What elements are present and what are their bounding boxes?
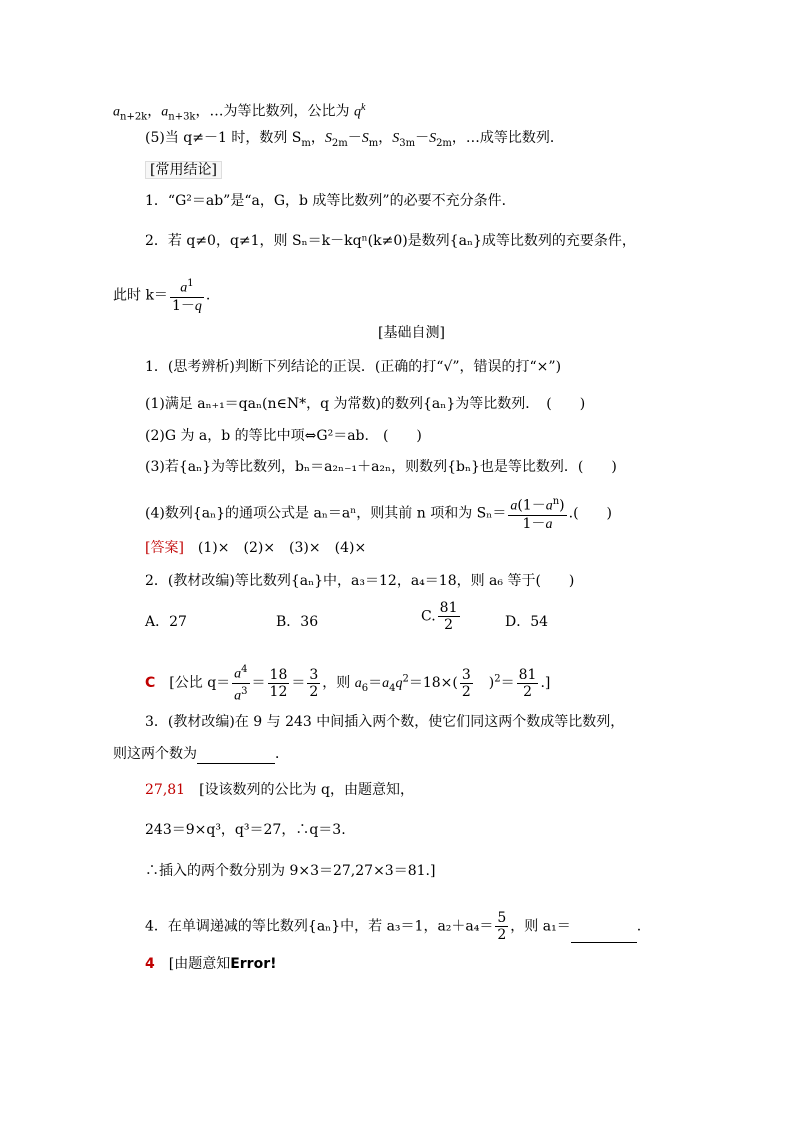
answer-tag: [答案] — [145, 540, 184, 556]
conclusion-2: 2．若 q≠0，q≠1，则 Sₙ＝k－kqⁿ(k≠0)是数列{aₙ}成等比数列的充要条件， — [145, 233, 636, 249]
conclusion-1: 1．“G²＝ab”是“a，G，b 成等比数列”的必要不充分条件． — [145, 193, 516, 209]
answer-4: 4 [由题意知Error! — [145, 956, 277, 972]
conclusion-2-k: 此时 k＝ $\frac{a^1}{1-q}$ . — [113, 278, 211, 314]
question-1-item-4: (4)数列{aₙ}的通项公式是 aₙ＝aⁿ，则其前 n 项和为 Sₙ＝ $\frac{a(1-a^n)}{1-a}$ .( ) — [145, 496, 612, 532]
common-conclusions-tag: [常用结论] — [145, 160, 222, 180]
answer-3-line-3: ∴插入的两个数分别为 9×3＝27,27×3＝81.] — [145, 863, 436, 879]
question-1-item-3: (3)若{aₙ}为等比数列，bₙ＝a₂ₙ₋₁＋a₂ₙ，则数列{bₙ}也是等比数列．( ) — [145, 459, 617, 475]
line-sequence-tail: $a_{n+2k}$，$a_{n+3k}$，…为等比数列，公比为 $q^k$ — [113, 102, 366, 123]
question-4: 4．在单调递减的等比数列{aₙ}中，若 a₃＝1，a₂＋a₄＝ $\frac{5}{2}$ ，则 a₁＝ . — [145, 910, 642, 943]
option-c: C. $\frac{81}{2}$ — [421, 600, 458, 633]
option-a: A．27 — [145, 614, 187, 630]
answer-3-line-2: 243＝9×q³，q³＝27，∴q＝3. — [145, 822, 346, 838]
question-1-item-2: (2)G 为 a，b 的等比中项⇔G²＝ab. ( ) — [145, 428, 422, 444]
property-5: (5)当 q≠－1 时，数列 $S_m$，$S_{2m}-S_m$，$S_{3m}-S_{2m}$，…成等比数列． — [145, 130, 564, 149]
option-d: D．54 — [505, 614, 549, 630]
answer-2: C [公比 q＝ $\frac{a^4}{a^3}$ ＝ $\frac{18}{12}$ ＝ $\frac{3}{2}$ ，则 $a_6=a_4q^2=18\times$( $\frac{3}{2}$ )$^2$＝ $\frac{81}{2}$ .] — [145, 664, 551, 704]
question-3: 3．(教材改编)在 9 与 243 中间插入两个数，使它们同这两个数成等比数列， — [145, 714, 625, 730]
question-2: 2．(教材改编)等比数列{aₙ}中，a₃＝12，a₄＝18，则 a₆ 等于( ) — [145, 573, 575, 589]
question-1-item-1: (1)满足 aₙ₊₁＝qaₙ(n∈N*，q 为常数)的数列{aₙ}为等比数列． ( ) — [145, 396, 586, 412]
question-1: 1．(思考辨析)判断下列结论的正误．(正确的打“√”，错误的打“×”) — [145, 359, 562, 375]
answer-1: [答案] (1)× (2)× (3)× (4)× — [145, 540, 367, 556]
section-title: [基础自测] — [378, 325, 445, 341]
answer-3: 27,81 [设该数列的公比为 q，由题意知， — [145, 782, 414, 798]
option-b: B．36 — [276, 614, 319, 630]
question-3-b: 则这两个数为 ． — [113, 746, 289, 762]
